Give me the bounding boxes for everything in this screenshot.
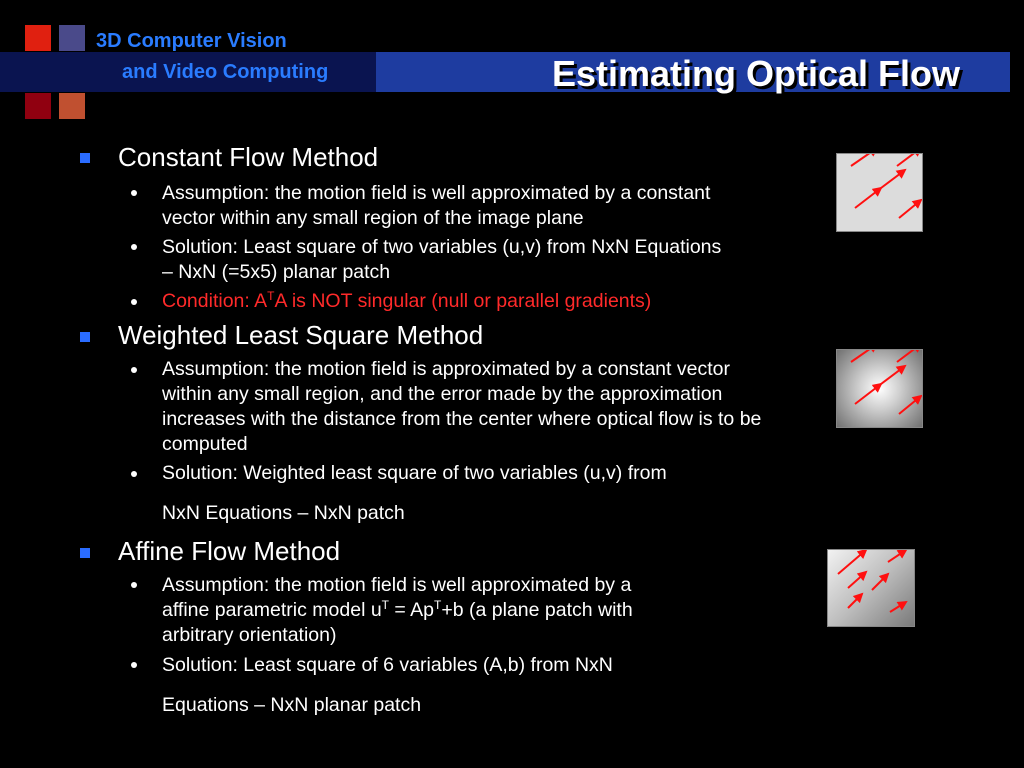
- affine-sup2: T: [434, 598, 442, 612]
- flow-arrow: [848, 594, 862, 608]
- weighted-solution-line2: NxN Equations – NxN patch: [162, 502, 405, 524]
- round-bullet: [131, 190, 137, 196]
- flow-arrow: [855, 188, 881, 208]
- logo-line-2: and Video Computing: [122, 61, 329, 83]
- flow-arrow: [848, 572, 866, 588]
- logo-square-2: [59, 25, 85, 51]
- affine-solution-line1: Solution: Least square of 6 variables (A,b) from NxN: [162, 654, 613, 676]
- condition-pre: Condition: A: [162, 290, 268, 312]
- round-bullet: [131, 367, 137, 373]
- logo-square-5: [25, 93, 51, 119]
- affine-solution-line2: Equations – NxN planar patch: [162, 694, 422, 716]
- flow-arrow: [855, 384, 881, 404]
- round-bullet: [131, 662, 137, 668]
- flow-arrow: [888, 550, 906, 562]
- constant-assumption: Assumption: the motion field is well approximated by a constant vector within any small region of the image plane: [162, 182, 711, 229]
- condition-post: A is NOT singular (null or parallel gradients): [274, 290, 652, 312]
- flow-arrow: [899, 396, 921, 414]
- constant-solution: Solution: Least square of two variables (u,v) from NxN Equations – NxN (=5x5) planar patch: [162, 236, 722, 283]
- round-bullet: [131, 471, 137, 477]
- affine-assumption: [162, 573, 782, 648]
- flow-arrow: [838, 550, 866, 574]
- weighted-flow-patch: [836, 349, 923, 428]
- weighted-solution-line1: Solution: Weighted least square of two variables (u,v) from: [162, 462, 667, 484]
- flow-arrows-affine: [828, 550, 914, 626]
- square-bullet: [80, 548, 90, 558]
- constant-flow-patch: [836, 153, 923, 232]
- logo-line-1: 3D Computer Vision: [96, 30, 287, 52]
- affine-l2-mid: = Ap: [389, 599, 435, 621]
- condition-sup: T: [267, 289, 275, 303]
- round-bullet: [131, 244, 137, 250]
- affine-l2-pre: affine parametric model u: [162, 599, 382, 621]
- affine-assumption-line3: arbitrary orientation): [162, 624, 337, 646]
- flow-arrows-constant: [837, 154, 922, 231]
- affine-assumption-line1: Assumption: the motion field is well approximated by a: [162, 574, 632, 596]
- section-heading-constant-flow: Constant Flow Method: [118, 142, 379, 172]
- affine-l2-post: +b (a plane patch with: [441, 599, 633, 621]
- logo-square-1: [25, 25, 51, 51]
- affine-assumption-line2: [162, 598, 782, 623]
- flow-arrow: [851, 350, 877, 362]
- square-bullet: [80, 153, 90, 163]
- flow-arrow: [897, 350, 921, 362]
- flow-arrow: [872, 574, 888, 590]
- section-heading-weighted: Weighted Least Square Method: [118, 320, 484, 350]
- affine-flow-patch: [827, 549, 915, 627]
- flow-arrow: [851, 154, 877, 166]
- flow-arrow: [899, 200, 921, 218]
- slide-title: Estimating Optical Flow: [551, 53, 960, 94]
- flow-arrow: [881, 366, 905, 384]
- section-heading-affine: Affine Flow Method: [118, 536, 341, 566]
- flow-arrow: [881, 170, 905, 188]
- flow-arrows-weighted: [837, 350, 922, 427]
- flow-arrow: [890, 602, 906, 612]
- affine-sup1: T: [381, 598, 390, 612]
- constant-condition: [162, 289, 802, 314]
- round-bullet: [131, 299, 137, 305]
- weighted-assumption: Assumption: the motion field is approximated by a constant vector within any small region, and the error made by the approximation increases with the distance from the center where optical flow is to be computed: [162, 358, 762, 455]
- flow-arrow: [897, 154, 921, 166]
- square-bullet: [80, 332, 90, 342]
- round-bullet: [131, 582, 137, 588]
- logo-square-6: [59, 93, 85, 119]
